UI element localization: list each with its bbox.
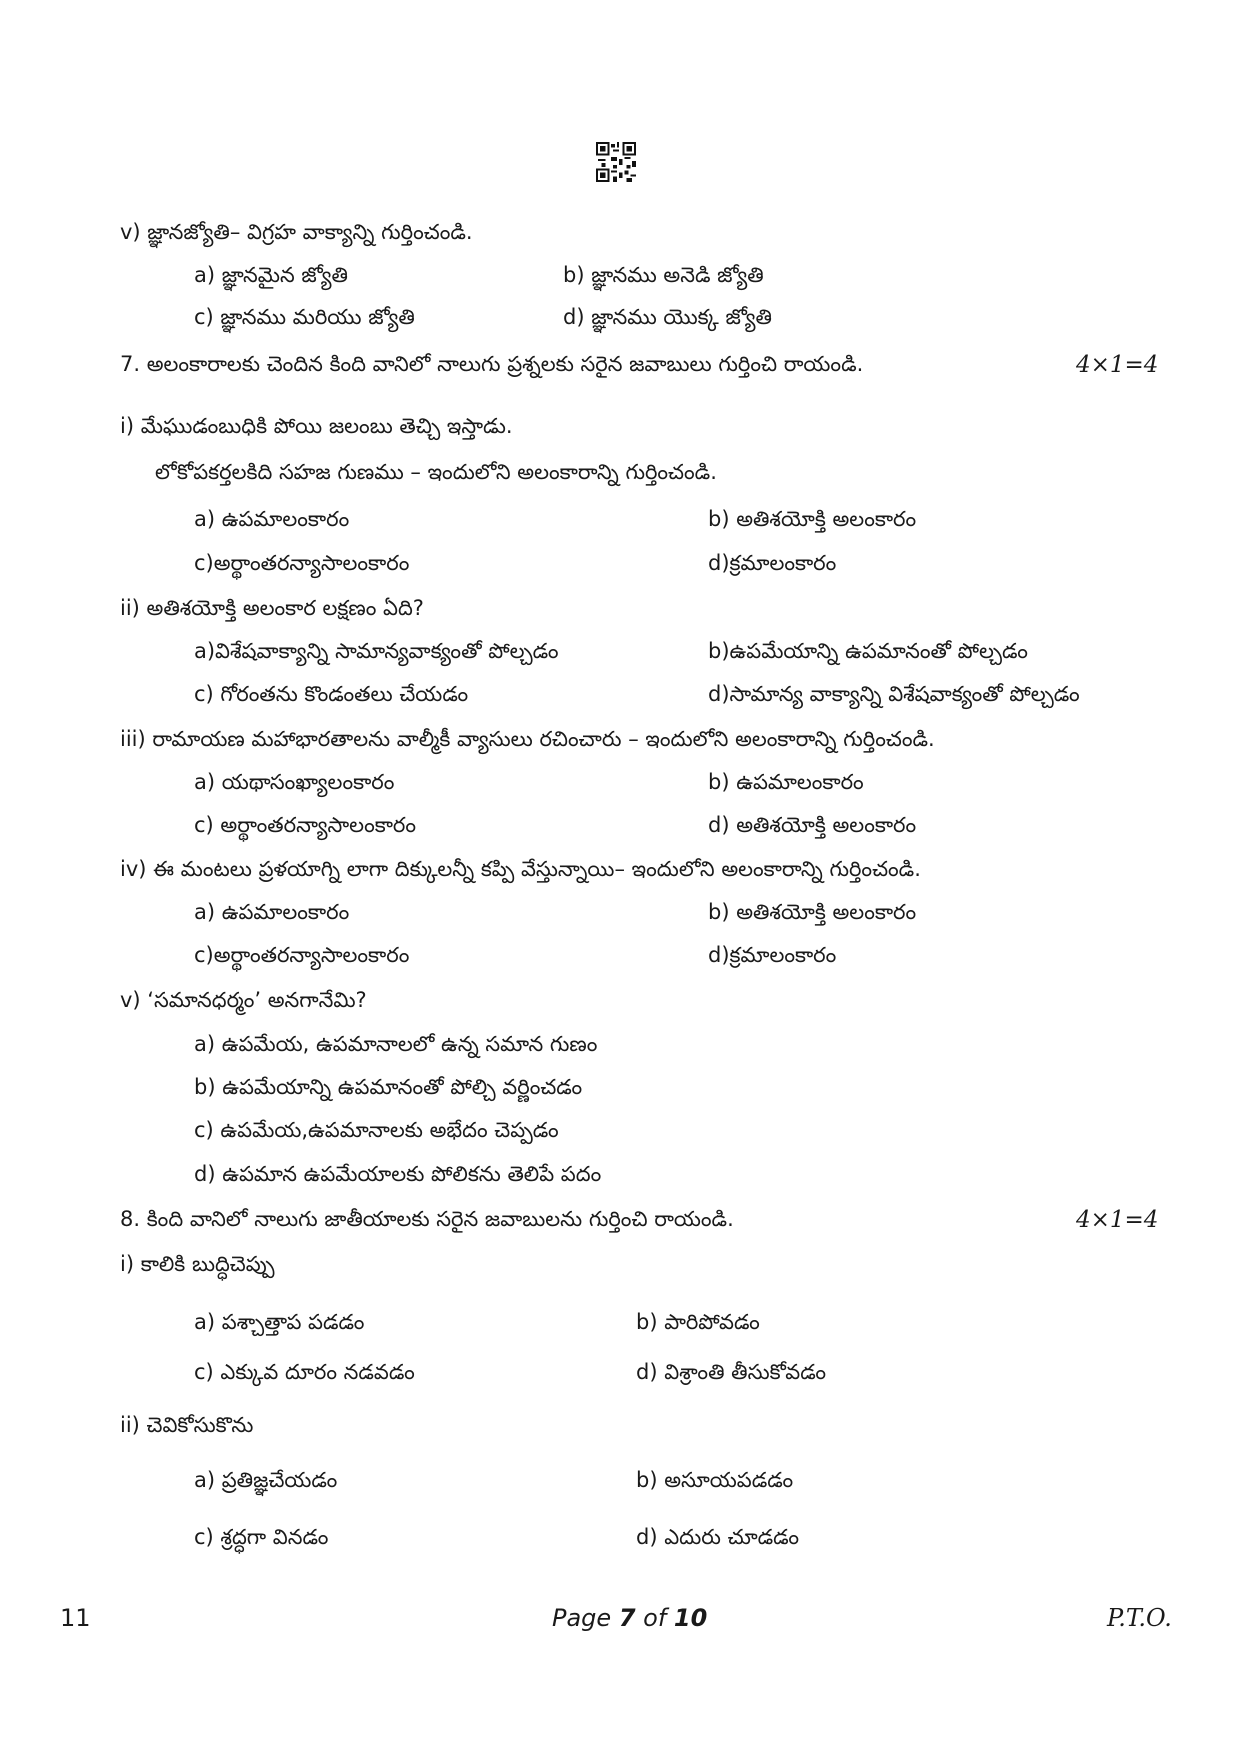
q6-v-stem: v) జ్ఞానజ్యోతి– విగ్రహ వాక్యాన్ని గుర్తించండి. <box>120 220 473 244</box>
q7-i-option-a: a) ఉపమాలంకారం <box>194 507 350 531</box>
page-number: Page 7 of 10 <box>552 1604 708 1632</box>
q8-i-option-b: b) పారిపోవడం <box>636 1310 760 1334</box>
q7-iv-option-c: c)అర్థాంతరన్యాసాలంకారం <box>194 943 410 967</box>
q7-iv-option-d: d)క్రమాలంకారం <box>708 943 837 967</box>
q7-ii-option-c: c) గోరంతను కొండంతలు చేయడం <box>194 682 469 706</box>
q8-i-option-c: c) ఎక్కువ దూరం నడవడం <box>194 1360 415 1384</box>
q7-iii-option-d: d) అతిశయోక్తి అలంకారం <box>708 813 917 837</box>
q8-ii-option-d: d) ఎదురు చూడడం <box>636 1525 800 1549</box>
q7-v-stem: v) ‘సమానధర్మం’ అనగానేమి? <box>120 988 367 1012</box>
qr-code <box>596 142 636 182</box>
q7-iv-option-b: b) అతిశయోక్తి అలంకారం <box>708 900 917 924</box>
q7-iv-option-a: a) ఉపమాలంకారం <box>194 900 350 924</box>
pto-label: P.T.O. <box>1107 1604 1172 1632</box>
q7-v-option-c: c) ఉపమేయ,ఉపమానాలకు అభేదం చెప్పడం <box>194 1118 559 1142</box>
q7-iii-option-a: a) యథాసంఖ్యాలంకారం <box>194 770 395 794</box>
q6-v-option-b: b) జ్ఞానము అనెడి జ్యోతి <box>563 263 764 287</box>
q7-ii-stem: ii) అతిశయోక్తి అలంకార లక్షణం ఏది? <box>120 596 424 620</box>
q8-ii-option-a: a) ప్రతిజ్ఞచేయడం <box>194 1468 338 1492</box>
q7-i-stem-1: i) మేఘుడంబుధికి పోయి జలంబు తెచ్చి ఇస్తాడు. <box>120 414 513 438</box>
q7-v-option-a: a) ఉపమేయ, ఉపమానాలలో ఉన్న సమాన గుణం <box>194 1032 598 1056</box>
q8-i-option-d: d) విశ్రాంతి తీసుకోవడం <box>636 1360 827 1384</box>
q8-i-option-a: a) పశ్చాత్తాప పడడం <box>194 1310 365 1334</box>
q7-ii-option-a: a)విశేషవాక్యాన్ని సామాన్యవాక్యంతో పోల్చడం <box>194 639 559 663</box>
q8-marks: 4×1=4 <box>1076 1207 1159 1233</box>
q6-v-option-d: d) జ్ఞానము యొక్క జ్యోతి <box>563 305 772 329</box>
q8-ii-option-b: b) అసూయపడడం <box>636 1468 794 1492</box>
q7-iii-option-b: b) ఉపమాలంకారం <box>708 770 864 794</box>
q7-ii-option-b: b)ఉపమేయాన్ని ఉపమానంతో పోల్చడం <box>708 639 1028 663</box>
q7-v-option-b: b) ఉపమేయాన్ని ఉపమానంతో పోల్చి వర్ణించడం <box>194 1075 583 1099</box>
q6-v-option-c: c) జ్ఞానము మరియు జ్యోతి <box>194 305 415 329</box>
q7-marks: 4×1=4 <box>1076 352 1159 378</box>
paper-code: 11 <box>60 1604 91 1632</box>
q7-v-option-d: d) ఉపమాన ఉపమేయాలకు పోలికను తెలిపే పదం <box>194 1162 602 1186</box>
q7-heading: 7. అలంకారాలకు చెందిన కింది వానిలో నాలుగు ప్రశ్నలకు సరైన జవాబులు గుర్తించి రాయండి. <box>120 352 864 376</box>
q7-iv-stem: iv) ఈ మంటలు ప్రళయాగ్ని లాగా దిక్కులన్నీ కప్పి వేస్తున్నాయి– ఇందులోని అలంకారాన్ని గుర్తించండి. <box>120 857 921 881</box>
q8-ii-stem: ii) చెవికోసుకొను <box>120 1413 254 1437</box>
q8-i-stem: i) కాలికి బుద్ధిచెప్పు <box>120 1252 275 1276</box>
q7-i-option-c: c)అర్థాంతరన్యాసాలంకారం <box>194 551 410 575</box>
q8-heading: 8. కింది వానిలో నాలుగు జాతీయాలకు సరైన జవాబులను గుర్తించి రాయండి. <box>120 1207 734 1231</box>
q7-ii-option-d: d)సామాన్య వాక్యాన్ని విశేషవాక్యంతో పోల్చడం <box>708 682 1080 706</box>
q7-i-option-b: b) అతిశయోక్తి అలంకారం <box>708 507 917 531</box>
q6-v-option-a: a) జ్ఞానమైన జ్యోతి <box>194 263 348 287</box>
q7-i-option-d: d)క్రమాలంకారం <box>708 551 837 575</box>
q7-iii-stem: iii) రామాయణ మహాభారతాలను వాల్మీకీ వ్యాసులు రచించారు – ఇందులోని అలంకారాన్ని గుర్తించండి. <box>120 727 935 751</box>
q8-ii-option-c: c) శ్రద్ధగా వినడం <box>194 1525 329 1549</box>
q7-iii-option-c: c) అర్థాంతరన్యాసాలంకారం <box>194 813 417 837</box>
q7-i-stem-2: లోకోపకర్తలకిది సహజ గుణము – ఇందులోని అలంకారాన్ని గుర్తించండి. <box>155 460 717 484</box>
